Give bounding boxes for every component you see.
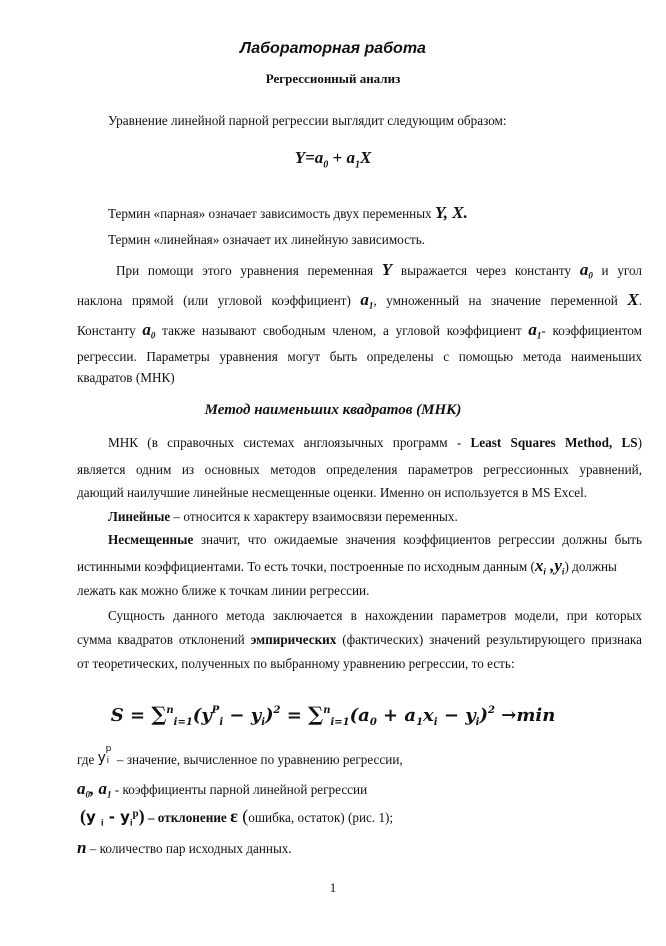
paragraph-line: МНК (в справочных системах англоязычных программ - Least Squares Method, LS): [108, 435, 642, 450]
paragraph-line: Сущность данного метода заключается в нахождении параметров модели, при которых: [108, 608, 642, 623]
paragraph-line: наклона прямой (или угловой коэффициент) $a_1$, умноженный на значение переменной X.: [77, 290, 642, 311]
legend-coefficients: $a_0$, $a_1$ - коэффициенты парной линейной регрессии: [77, 779, 368, 800]
legend-count: n – количество пар исходных данных.: [77, 838, 292, 857]
legend-deviation: (y $_i - y_i^p$) – отклонение ε (ошибка, остаток) (рис. 1);: [80, 806, 394, 828]
paragraph-line: регрессии. Параметры уравнения могут быть определены с помощью метода наименьших: [77, 349, 642, 364]
paragraph-line: истинными коэффициентами. То есть точки, построенные по исходным данным ($x_i$ $,y_i$) должны: [77, 556, 617, 577]
paragraph-line: При помощи этого уравнения переменная Y выражается через константу $a_0$ и угол: [116, 260, 642, 281]
paragraph-line: лежать как можно ближе к точкам линии регрессии.: [77, 583, 370, 598]
paragraph-line: Несмещенные значит, что ожидаемые значения коэффициентов регрессии должны быть: [108, 532, 642, 547]
paragraph-line: от теоретических, полученных по выбранному уравнению регрессии, то есть:: [77, 656, 515, 671]
paragraph-line: дающий наилучшие линейные несмещенные оценки. Именно он используется в MS Excel.: [77, 485, 588, 500]
regression-equation: $Y=a_0 + a_1X$: [294, 148, 372, 171]
term-linear: Термин «линейная» означает их линейную зависимость.: [108, 232, 426, 247]
intro-paragraph: Уравнение линейной парной регрессии выглядит следующим образом:: [108, 113, 507, 128]
page-title: Лабораторная работа: [240, 40, 426, 57]
section-heading: Метод наименьших квадратов (МНК): [204, 402, 462, 418]
legend-predicted-value: где y p i – значение, вычисленное по уравнению регрессии,: [77, 744, 403, 767]
page-subtitle: Регрессионный анализ: [265, 71, 401, 86]
term-paired: Термин «парная» означает зависимость двух переменных Y, X.: [108, 203, 468, 222]
least-squares-formula: $S = \sum^n_{i=1}(y^P_i - y_i)^2 = \sum^n_{i=1}(a_0 + a_1x_i - y_i)^2 \to\min$: [110, 702, 556, 728]
paragraph-line: является одним из основных методов определения параметров регрессионных уравнений,: [77, 462, 642, 477]
paragraph-line: квадратов (МНК): [77, 370, 175, 385]
paragraph-line: сумма квадратов отклонений эмпирических (фактических) значений результирующего признака: [77, 632, 642, 647]
paragraph-line: Константу $a_0$ также называют свободным членом, а угловой коэффициент $a_1-$ коэффициентом: [77, 320, 642, 341]
paragraph-line: Линейные – относится к характеру взаимосвязи переменных.: [108, 509, 458, 524]
page-number: 1: [329, 880, 337, 895]
